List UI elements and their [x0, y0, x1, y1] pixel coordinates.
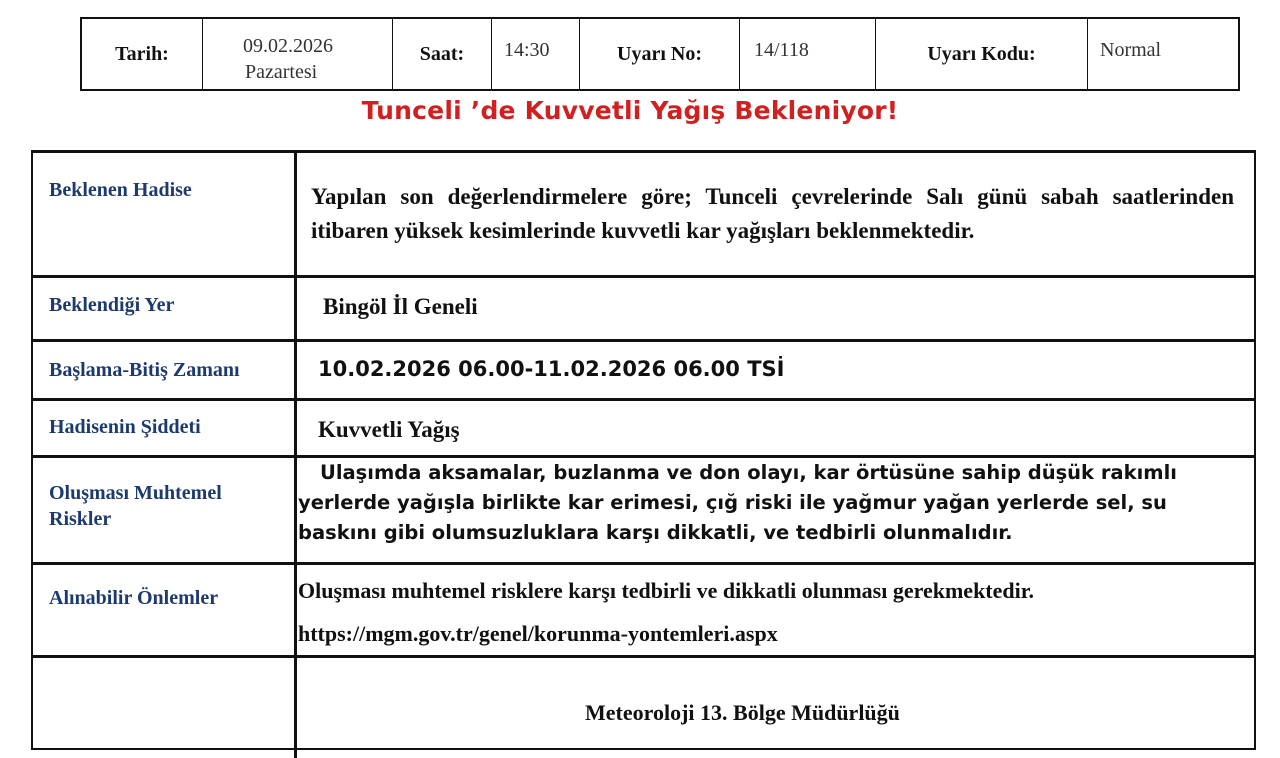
- warning-title: Tunceli ’de Kuvvetli Yağış Bekleniyor!: [361, 96, 899, 125]
- time-cell: [492, 19, 580, 89]
- row-time-range: [33, 342, 1254, 399]
- time-value: 14:30: [504, 39, 550, 61]
- row-expected-event: [33, 153, 1254, 277]
- header-table: [80, 17, 1240, 91]
- row-severity: [33, 401, 1254, 455]
- warning-details-table: [31, 150, 1256, 750]
- row-expected-place: [33, 278, 1254, 340]
- warning-no-value: 14/118: [754, 39, 809, 61]
- measures-cell: [297, 565, 1254, 655]
- office-value: Meteoroloji 13. Bölge Müdürlüğü: [585, 700, 900, 725]
- measures-link[interactable]: https://mgm.gov.tr/genel/korunma-yontemleri.aspx: [298, 621, 778, 646]
- warning-code-label: Uyarı Kodu:: [876, 19, 1088, 89]
- time-label: Saat:: [393, 19, 492, 89]
- severity-value: Kuvvetli Yağış: [318, 417, 460, 442]
- risks-label-line1: Oluşması Muhtemel: [49, 482, 222, 504]
- risks-value: Ulaşımda aksamalar, buzlanma ve don olayı, kar örtüsüne sahip düşük rakımlı yerlerde yağışla birlikte kar erimesi, çığ riski ile yağmur yağan yerlerde sel, su baskını gibi olumsuzluklara karşı dikkatli, ve tedbirli olunmalıdır.: [298, 461, 1177, 544]
- office-label: [33, 658, 297, 758]
- expected-place-label: Beklendiği Yer: [33, 278, 297, 340]
- time-range-value: 10.02.2026 06.00-11.02.2026 06.00 TSİ: [318, 357, 785, 381]
- risks-label-line2: Riskler: [49, 508, 112, 530]
- row-office: [33, 658, 1254, 758]
- warning-no-label: Uyarı No:: [580, 19, 740, 89]
- measures-value: Oluşması muhtemel risklere karşı tedbirli ve dikkatli olunması gerekmektedir.: [298, 578, 1034, 603]
- warning-code-cell: [1088, 19, 1238, 89]
- time-range-label: Başlama-Bitiş Zamanı: [33, 342, 297, 399]
- severity-label: Hadisenin Şiddeti: [33, 401, 297, 455]
- expected-event-label: Beklenen Hadise: [33, 153, 297, 277]
- day-value: Pazartesi: [245, 61, 318, 83]
- row-risks: [33, 458, 1254, 562]
- row-measures: [33, 565, 1254, 655]
- risks-label: [33, 458, 297, 562]
- expected-event-value: Yapılan son değerlendirmelere göre; Tunceli çevrelerinde Salı günü sabah saatlerinden itibaren yüksek kesimlerinde kuvvetli kar yağışları beklenmektedir.: [311, 184, 1234, 243]
- date-cell: [203, 19, 393, 89]
- date-label: Tarih:: [82, 19, 203, 89]
- expected-place-value: Bingöl İl Geneli: [323, 294, 478, 319]
- measures-label: Alınabilir Önlemler: [33, 565, 297, 655]
- warning-no-cell: [740, 19, 876, 89]
- date-value: 09.02.2026: [243, 35, 333, 57]
- warning-code-value: Normal: [1100, 39, 1162, 61]
